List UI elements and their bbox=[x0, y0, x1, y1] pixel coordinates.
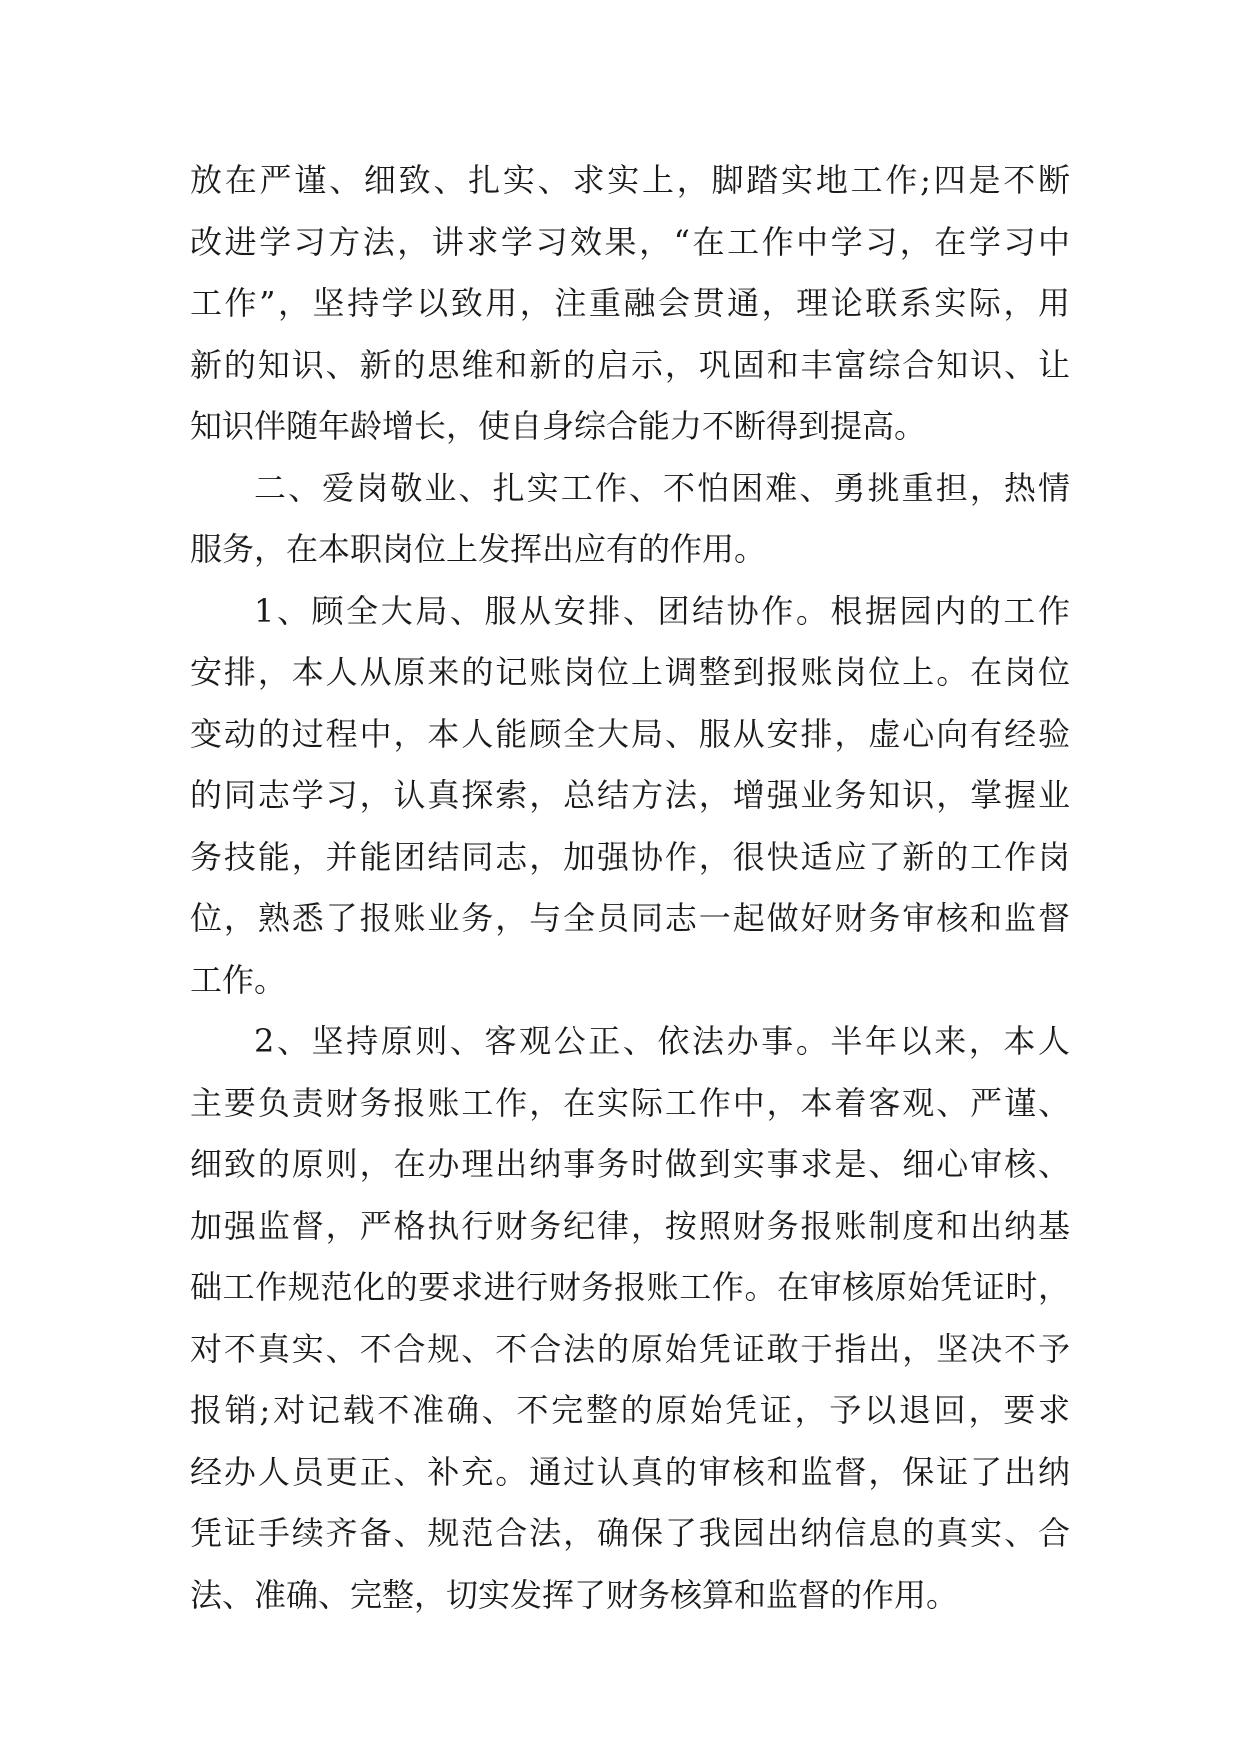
text-line: 放在严谨、细致、扎实、求实上，脚踏实地工作;四是不断 bbox=[190, 161, 1070, 199]
text-line: 务技能，并能团结同志，加强协作，很快适应了新的工作岗 bbox=[190, 837, 1070, 876]
text-line: 础工作规范化的要求进行财务报账工作。在审核原始凭证时， bbox=[190, 1268, 1070, 1306]
text-line: 位，熟悉了报账业务，与全员同志一起做好财务审核和监督 bbox=[190, 899, 1070, 937]
text-line: 2、坚持原则、客观公正、依法办事。半年以来，本人 bbox=[254, 1022, 1070, 1060]
text-line: 报销;对记载不准确、不完整的原始凭证，予以退回，要求 bbox=[190, 1391, 1070, 1429]
text-line: 经办人员更正、补充。通过认真的审核和监督，保证了出纳 bbox=[190, 1452, 1070, 1491]
text-line: 法、准确、完整，切实发挥了财务核算和监督的作用。 bbox=[190, 1575, 959, 1614]
text-line: 改进学习方法，讲求学习效果，“在工作中学习，在学习中 bbox=[190, 222, 1070, 261]
text-line: 变动的过程中，本人能顾全大局、服从安排，虚心向有经验 bbox=[190, 714, 1070, 753]
text-line: 1、顾全大局、服从安排、团结协作。根据园内的工作 bbox=[254, 591, 1070, 630]
text-line: 对不真实、不合规、不合法的原始凭证敢于指出，坚决不予 bbox=[190, 1329, 1070, 1368]
text-line: 加强监督，严格执行财务纪律，按照财务报账制度和出纳基 bbox=[190, 1206, 1070, 1245]
text-line: 细致的原则，在办理出纳事务时做到实事求是、细心审核、 bbox=[190, 1145, 1070, 1183]
text-line: 的同志学习，认真探索，总结方法，增强业务知识，掌握业 bbox=[190, 776, 1070, 814]
text-line: 服务，在本职岗位上发挥出应有的作用。 bbox=[190, 530, 767, 568]
text-line: 知识伴随年龄增长，使自身综合能力不断得到提高。 bbox=[190, 407, 927, 445]
text-line: 主要负责财务报账工作，在实际工作中，本着客观、严谨、 bbox=[190, 1083, 1070, 1122]
text-line: 凭证手续齐备、规范合法，确保了我园出纳信息的真实、合 bbox=[190, 1514, 1070, 1552]
text-line: 二、爱岗敬业、扎实工作、不怕困难、勇挑重担，热情 bbox=[254, 468, 1070, 507]
body-text bbox=[190, 150, 1070, 1626]
text-line: 工作”，坚持学以致用，注重融会贯通，理论联系实际，用 bbox=[190, 284, 1070, 322]
text-line: 新的知识、新的思维和新的启示，巩固和丰富综合知识、让 bbox=[190, 345, 1070, 384]
text-line: 工作。 bbox=[190, 960, 287, 999]
text-line: 安排，本人从原来的记账岗位上调整到报账岗位上。在岗位 bbox=[190, 653, 1070, 691]
